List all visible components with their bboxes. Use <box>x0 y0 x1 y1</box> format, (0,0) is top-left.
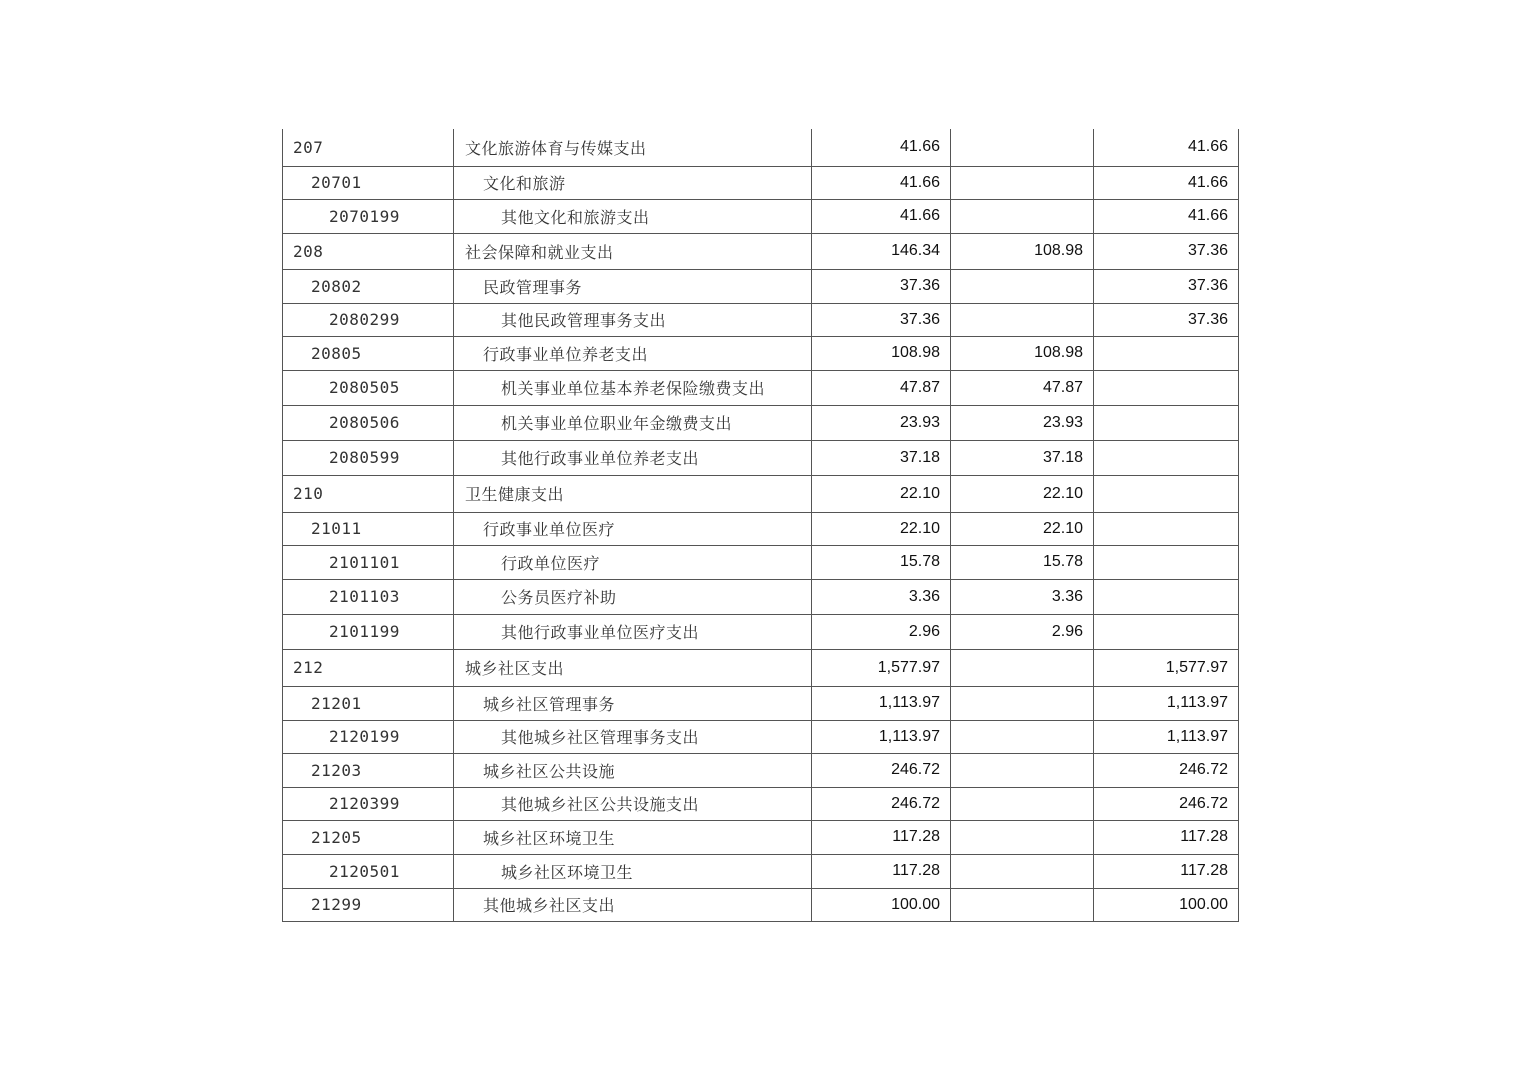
project-expenditure-cell: 117.28 <box>1094 854 1239 888</box>
basic-expenditure-cell: 47.87 <box>951 370 1094 405</box>
table-row <box>283 269 1239 303</box>
total-amount-cell: 37.18 <box>812 440 951 475</box>
basic-expenditure-cell: 23.93 <box>951 405 1094 440</box>
project-expenditure-cell: 117.28 <box>1094 820 1239 854</box>
expenditure-table-body <box>283 129 1239 921</box>
table-row <box>283 545 1239 579</box>
account-code-cell: 21299 <box>283 888 454 921</box>
total-amount-cell: 117.28 <box>812 820 951 854</box>
project-expenditure-cell <box>1094 545 1239 579</box>
project-expenditure-cell: 41.66 <box>1094 129 1239 166</box>
total-amount-cell: 117.28 <box>812 854 951 888</box>
account-code-cell: 212 <box>283 649 454 686</box>
account-code-cell: 20802 <box>283 269 454 303</box>
table-row <box>283 649 1239 686</box>
project-expenditure-cell: 37.36 <box>1094 303 1239 336</box>
basic-expenditure-cell <box>951 199 1094 233</box>
total-amount-cell: 1,113.97 <box>812 686 951 720</box>
total-amount-cell: 1,577.97 <box>812 649 951 686</box>
table-row <box>283 753 1239 787</box>
account-name-cell: 卫生健康支出 <box>454 475 812 512</box>
table-row <box>283 888 1239 921</box>
table-row <box>283 336 1239 370</box>
account-name-cell: 城乡社区环境卫生 <box>454 820 812 854</box>
table-row <box>283 405 1239 440</box>
account-code-cell: 21203 <box>283 753 454 787</box>
account-name-cell: 机关事业单位职业年金缴费支出 <box>454 405 812 440</box>
project-expenditure-cell: 1,113.97 <box>1094 720 1239 753</box>
project-expenditure-cell: 100.00 <box>1094 888 1239 921</box>
account-code-cell: 2080299 <box>283 303 454 336</box>
basic-expenditure-cell <box>951 269 1094 303</box>
total-amount-cell: 22.10 <box>812 475 951 512</box>
account-code-cell: 2120399 <box>283 787 454 820</box>
account-name-cell: 其他行政事业单位医疗支出 <box>454 614 812 649</box>
table-row <box>283 303 1239 336</box>
account-code-cell: 21205 <box>283 820 454 854</box>
account-code-cell: 2080599 <box>283 440 454 475</box>
table-row <box>283 475 1239 512</box>
account-name-cell: 行政单位医疗 <box>454 545 812 579</box>
total-amount-cell: 146.34 <box>812 233 951 269</box>
project-expenditure-cell: 41.66 <box>1094 166 1239 199</box>
project-expenditure-cell: 37.36 <box>1094 233 1239 269</box>
account-name-cell: 城乡社区公共设施 <box>454 753 812 787</box>
total-amount-cell: 100.00 <box>812 888 951 921</box>
total-amount-cell: 22.10 <box>812 512 951 545</box>
project-expenditure-cell <box>1094 512 1239 545</box>
account-name-cell: 文化和旅游 <box>454 166 812 199</box>
table-row <box>283 129 1239 166</box>
account-code-cell: 20805 <box>283 336 454 370</box>
project-expenditure-cell: 246.72 <box>1094 753 1239 787</box>
account-code-cell: 21011 <box>283 512 454 545</box>
table-row <box>283 512 1239 545</box>
table-row <box>283 787 1239 820</box>
account-name-cell: 其他城乡社区支出 <box>454 888 812 921</box>
basic-expenditure-cell: 22.10 <box>951 475 1094 512</box>
account-name-cell: 其他城乡社区管理事务支出 <box>454 720 812 753</box>
table-row <box>283 440 1239 475</box>
table-row <box>283 199 1239 233</box>
project-expenditure-cell <box>1094 579 1239 614</box>
account-name-cell: 机关事业单位基本养老保险缴费支出 <box>454 370 812 405</box>
account-code-cell: 2070199 <box>283 199 454 233</box>
total-amount-cell: 246.72 <box>812 753 951 787</box>
basic-expenditure-cell: 22.10 <box>951 512 1094 545</box>
account-code-cell: 2101101 <box>283 545 454 579</box>
total-amount-cell: 15.78 <box>812 545 951 579</box>
basic-expenditure-cell <box>951 686 1094 720</box>
table-row <box>283 614 1239 649</box>
account-name-cell: 公务员医疗补助 <box>454 579 812 614</box>
project-expenditure-cell: 1,113.97 <box>1094 686 1239 720</box>
account-code-cell: 208 <box>283 233 454 269</box>
basic-expenditure-cell: 15.78 <box>951 545 1094 579</box>
total-amount-cell: 41.66 <box>812 129 951 166</box>
table-row <box>283 233 1239 269</box>
table-row <box>283 820 1239 854</box>
basic-expenditure-cell <box>951 303 1094 336</box>
total-amount-cell: 37.36 <box>812 269 951 303</box>
account-name-cell: 城乡社区支出 <box>454 649 812 686</box>
table-row <box>283 370 1239 405</box>
account-name-cell: 行政事业单位养老支出 <box>454 336 812 370</box>
basic-expenditure-cell <box>951 888 1094 921</box>
total-amount-cell: 246.72 <box>812 787 951 820</box>
account-name-cell: 其他民政管理事务支出 <box>454 303 812 336</box>
project-expenditure-cell: 246.72 <box>1094 787 1239 820</box>
table-row <box>283 579 1239 614</box>
account-code-cell: 2120199 <box>283 720 454 753</box>
total-amount-cell: 2.96 <box>812 614 951 649</box>
basic-expenditure-cell: 3.36 <box>951 579 1094 614</box>
project-expenditure-cell: 37.36 <box>1094 269 1239 303</box>
basic-expenditure-cell: 108.98 <box>951 336 1094 370</box>
project-expenditure-cell <box>1094 440 1239 475</box>
account-name-cell: 城乡社区环境卫生 <box>454 854 812 888</box>
account-code-cell: 207 <box>283 129 454 166</box>
total-amount-cell: 23.93 <box>812 405 951 440</box>
basic-expenditure-cell <box>951 720 1094 753</box>
project-expenditure-cell: 1,577.97 <box>1094 649 1239 686</box>
project-expenditure-cell <box>1094 370 1239 405</box>
total-amount-cell: 41.66 <box>812 166 951 199</box>
total-amount-cell: 47.87 <box>812 370 951 405</box>
basic-expenditure-cell <box>951 166 1094 199</box>
expenditure-table <box>282 129 1239 922</box>
table-row <box>283 720 1239 753</box>
account-code-cell: 2101103 <box>283 579 454 614</box>
table-row <box>283 854 1239 888</box>
total-amount-cell: 1,113.97 <box>812 720 951 753</box>
basic-expenditure-cell <box>951 129 1094 166</box>
basic-expenditure-cell <box>951 753 1094 787</box>
account-name-cell: 行政事业单位医疗 <box>454 512 812 545</box>
basic-expenditure-cell: 37.18 <box>951 440 1094 475</box>
account-name-cell: 其他文化和旅游支出 <box>454 199 812 233</box>
account-name-cell: 城乡社区管理事务 <box>454 686 812 720</box>
table-row <box>283 686 1239 720</box>
total-amount-cell: 37.36 <box>812 303 951 336</box>
basic-expenditure-cell <box>951 649 1094 686</box>
account-name-cell: 其他城乡社区公共设施支出 <box>454 787 812 820</box>
project-expenditure-cell <box>1094 405 1239 440</box>
project-expenditure-cell <box>1094 614 1239 649</box>
account-name-cell: 民政管理事务 <box>454 269 812 303</box>
account-code-cell: 2101199 <box>283 614 454 649</box>
account-name-cell: 文化旅游体育与传媒支出 <box>454 129 812 166</box>
project-expenditure-cell: 41.66 <box>1094 199 1239 233</box>
account-code-cell: 2120501 <box>283 854 454 888</box>
table-row <box>283 166 1239 199</box>
account-code-cell: 21201 <box>283 686 454 720</box>
basic-expenditure-cell: 108.98 <box>951 233 1094 269</box>
project-expenditure-cell <box>1094 336 1239 370</box>
total-amount-cell: 3.36 <box>812 579 951 614</box>
total-amount-cell: 41.66 <box>812 199 951 233</box>
account-code-cell: 210 <box>283 475 454 512</box>
account-name-cell: 社会保障和就业支出 <box>454 233 812 269</box>
account-code-cell: 20701 <box>283 166 454 199</box>
account-code-cell: 2080505 <box>283 370 454 405</box>
basic-expenditure-cell <box>951 820 1094 854</box>
basic-expenditure-cell <box>951 787 1094 820</box>
total-amount-cell: 108.98 <box>812 336 951 370</box>
basic-expenditure-cell: 2.96 <box>951 614 1094 649</box>
account-name-cell: 其他行政事业单位养老支出 <box>454 440 812 475</box>
basic-expenditure-cell <box>951 854 1094 888</box>
project-expenditure-cell <box>1094 475 1239 512</box>
account-code-cell: 2080506 <box>283 405 454 440</box>
